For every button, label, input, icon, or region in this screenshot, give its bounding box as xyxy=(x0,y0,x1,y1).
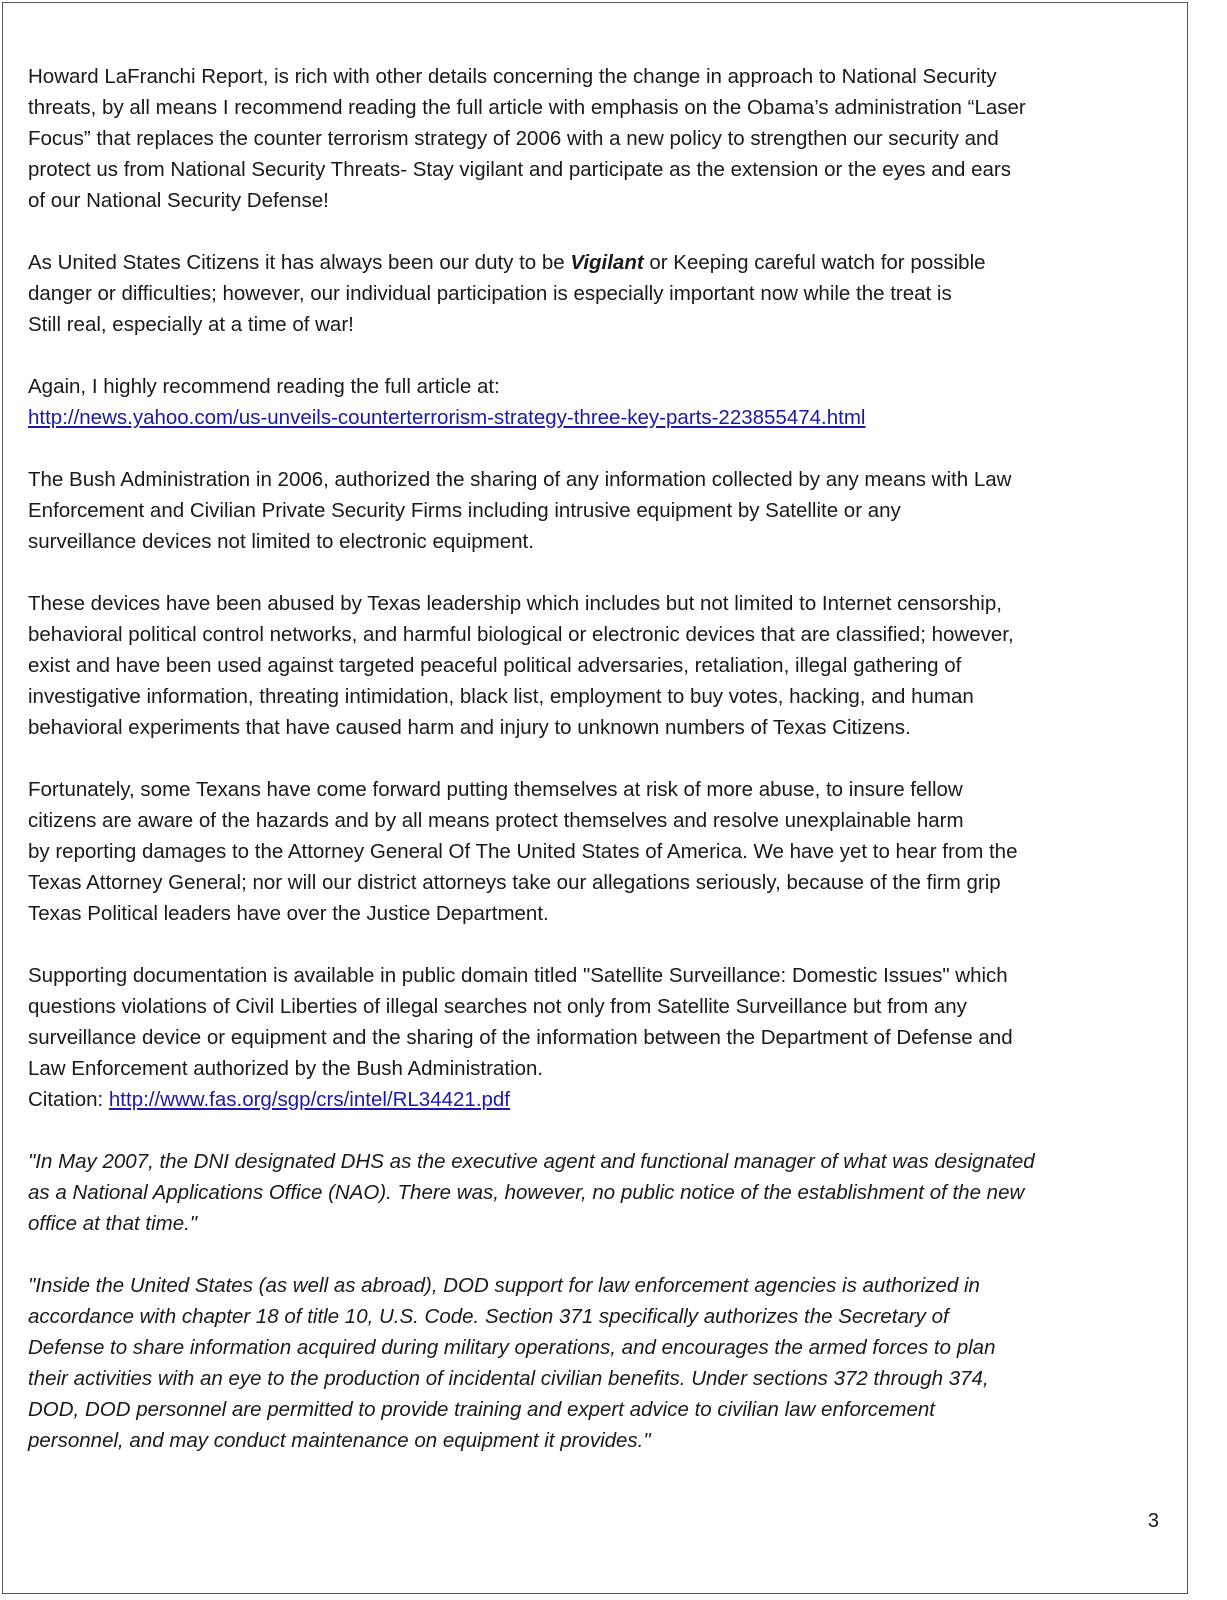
paragraph-bush-administration xyxy=(28,464,1178,557)
text-line: Texas Political leaders have over the Justice Department. xyxy=(28,902,549,925)
text-segment: or Keeping careful watch for possible xyxy=(643,251,986,274)
text-line: Again, I highly recommend reading the full article at: xyxy=(28,375,500,398)
text-line: Defense to share information acquired during military operations, and encourages the armed forces to plan xyxy=(28,1336,996,1359)
text-line: The Bush Administration in 2006, authorized the sharing of any information collected by any means with Law xyxy=(28,468,1012,491)
text-line: Howard LaFranchi Report, is rich with other details concerning the change in approach to National Security xyxy=(28,65,997,88)
text-line xyxy=(28,247,1178,278)
citation-line xyxy=(28,1084,1178,1115)
text-line: Still real, especially at a time of war! xyxy=(28,313,354,336)
text-segment: As United States Citizens it has always been our duty to be xyxy=(28,251,571,274)
text-line: investigative information, threating intimidation, black list, employment to buy votes, hacking, and human xyxy=(28,685,974,708)
paragraph-devices-abused xyxy=(28,588,1178,743)
text-line xyxy=(28,402,1178,433)
text-line: surveillance device or equipment and the sharing of the information between the Department of Defense and xyxy=(28,1026,1013,1049)
text-line: Supporting documentation is available in public domain titled "Satellite Surveillance: Domestic Issues" which xyxy=(28,964,1008,987)
citation-label: Citation: xyxy=(28,1088,109,1111)
text-line: their activities with an eye to the production of incidental civilian benefits. Under sections 372 through 374, xyxy=(28,1367,989,1390)
paragraph-recommend-article xyxy=(28,371,1178,433)
citation-link[interactable]: http://www.fas.org/sgp/crs/intel/RL34421.pdf xyxy=(108,1088,511,1111)
yahoo-article-link[interactable]: http://news.yahoo.com/us-unveils-counterterrorism-strategy-three-key-parts-223855474.html xyxy=(28,406,866,429)
text-line: Texas Attorney General; nor will our district attorneys take our allegations seriously, because of the firm grip xyxy=(28,871,1001,894)
page-number: 3 xyxy=(1147,1510,1159,1532)
text-line: behavioral experiments that have caused harm and injury to unknown numbers of Texas Citizens. xyxy=(28,716,911,739)
text-line: danger or difficulties; however, our individual participation is especially important now while the treat is xyxy=(28,282,952,305)
text-line: surveillance devices not limited to electronic equipment. xyxy=(28,530,534,553)
quote-nao xyxy=(28,1146,1178,1239)
text-line: exist and have been used against targeted peaceful political adversaries, retaliation, illegal gathering of xyxy=(28,654,962,677)
text-line: questions violations of Civil Liberties of illegal searches not only from Satellite Surveillance but from any xyxy=(28,995,967,1018)
text-line: of our National Security Defense! xyxy=(28,189,329,212)
text-line: office at that time." xyxy=(28,1212,198,1235)
text-line: as a National Applications Office (NAO). There was, however, no public notice of the establishment of the new xyxy=(28,1181,1025,1204)
paragraph-texans-come-forward xyxy=(28,774,1178,929)
paragraph-vigilant xyxy=(28,247,1178,340)
text-line: by reporting damages to the Attorney General Of The United States of America. We have yet to hear from the xyxy=(28,840,1018,863)
text-line: Fortunately, some Texans have come forward putting themselves at risk of more abuse, to insure fellow xyxy=(28,778,963,801)
emphasized-word: Vigilant xyxy=(570,251,644,274)
text-line: accordance with chapter 18 of title 10, U.S. Code. Section 371 specifically authorizes the Secretary of xyxy=(28,1305,949,1328)
text-line: personnel, and may conduct maintenance on equipment it provides." xyxy=(28,1429,651,1452)
paragraph-supporting-documentation xyxy=(28,960,1178,1115)
text-line: These devices have been abused by Texas leadership which includes but not limited to Internet censorship, xyxy=(28,592,1002,615)
text-line: threats, by all means I recommend reading the full article with emphasis on the Obama’s administration “Laser xyxy=(28,96,1026,119)
text-line: Focus” that replaces the counter terrorism strategy of 2006 with a new policy to strengthen our security and xyxy=(28,127,999,150)
text-line: "Inside the United States (as well as abroad), DOD support for law enforcement agencies is authorized in xyxy=(28,1274,980,1297)
text-line: "In May 2007, the DNI designated DHS as the executive agent and functional manager of what was designated xyxy=(28,1150,1035,1173)
paragraph-lafranchi-report xyxy=(28,61,1178,216)
text-line: protect us from National Security Threats- Stay vigilant and participate as the extension or the eyes and ears xyxy=(28,158,1011,181)
document-page xyxy=(2,2,1188,1594)
quote-dod-support xyxy=(28,1270,1178,1456)
text-line: behavioral political control networks, and harmful biological or electronic devices that are classified; however, xyxy=(28,623,1014,646)
text-line: citizens are aware of the hazards and by all means protect themselves and resolve unexplainable harm xyxy=(28,809,964,832)
text-line: Enforcement and Civilian Private Security Firms including intrusive equipment by Satellite or any xyxy=(28,499,901,522)
text-line: DOD, DOD personnel are permitted to provide training and expert advice to civilian law enforcement xyxy=(28,1398,935,1421)
text-line: Law Enforcement authorized by the Bush Administration. xyxy=(28,1057,544,1080)
page-content xyxy=(28,61,1178,1487)
